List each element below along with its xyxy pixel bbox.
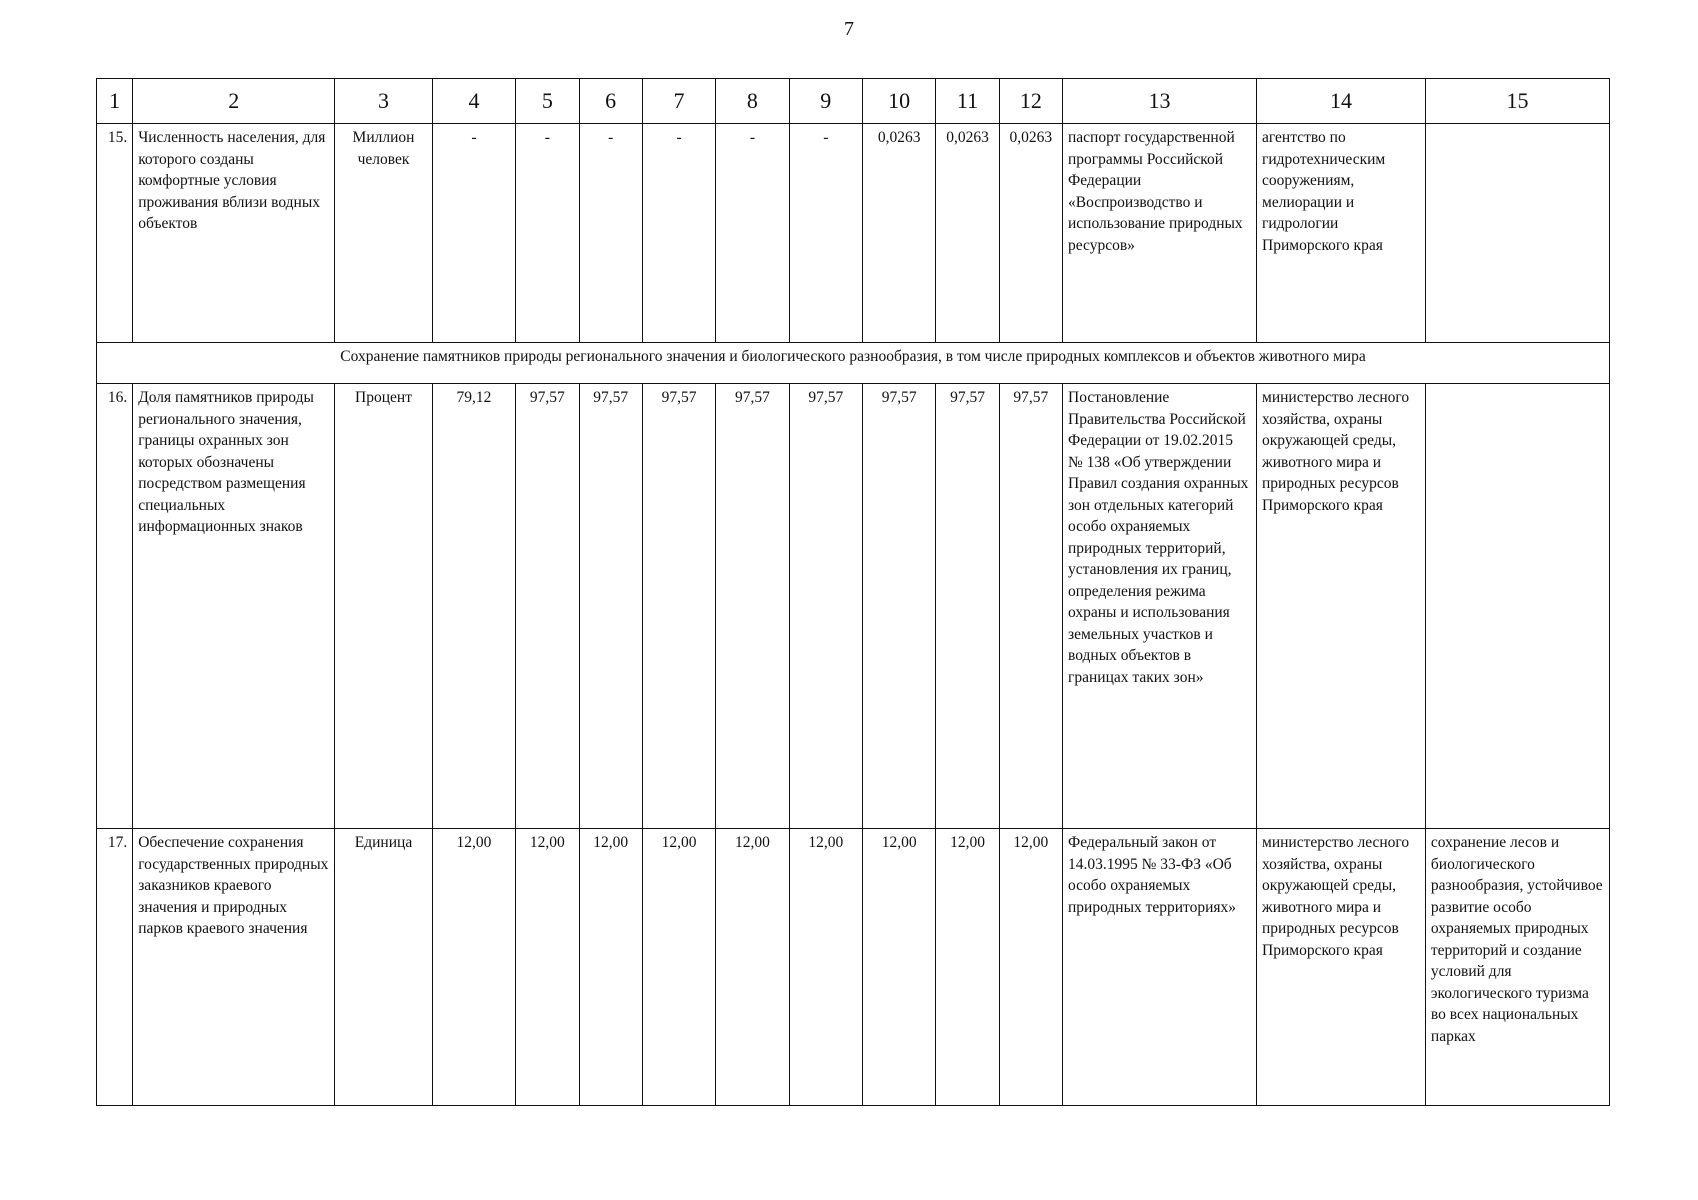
value-cell: 12,00	[516, 829, 579, 1106]
note-cell	[1425, 124, 1609, 343]
header-cell: 3	[335, 79, 433, 124]
header-cell: 7	[642, 79, 715, 124]
value-cell: -	[642, 124, 715, 343]
value-cell: 0,0263	[999, 124, 1062, 343]
note-cell: сохранение лесов и биологического разнообразия, устойчивое развитие особо охраняемых природных территорий и создание условий для экологического туризма во всех национальных парках	[1425, 829, 1609, 1106]
indicator-name: Численность населения, для которого созданы комфортные условия проживания вблизи водных объектов	[133, 124, 335, 343]
header-cell: 9	[789, 79, 862, 124]
page-number: 7	[844, 18, 854, 40]
header-cell: 1	[97, 79, 133, 124]
header-cell: 14	[1257, 79, 1426, 124]
basis-document: паспорт государственной программы Российской Федерации «Воспроизводство и использование природных ресурсов»	[1063, 124, 1257, 343]
header-cell: 15	[1425, 79, 1609, 124]
header-cell: 2	[133, 79, 335, 124]
section-row	[97, 343, 1610, 384]
basis-document: Постановление Правительства Российской Федерации от 19.02.2015 № 138 «Об утверждении Правил создания охранных зон отдельных категорий особо охраняемых природных территорий, установления их границ, определения режима охраны и использования земельных участков и водных объектов в границах таких зон»	[1063, 384, 1257, 829]
row-number: 17.	[97, 829, 133, 1106]
header-cell: 4	[432, 79, 515, 124]
header-row	[97, 79, 1610, 124]
header-cell: 5	[516, 79, 579, 124]
value-cell: 97,57	[579, 384, 642, 829]
unit: Процент	[335, 384, 433, 829]
value-cell: -	[516, 124, 579, 343]
value-cell: -	[789, 124, 862, 343]
header-cell: 10	[862, 79, 935, 124]
header-cell: 13	[1063, 79, 1257, 124]
value-cell: 12,00	[642, 829, 715, 1106]
value-cell: 12,00	[432, 829, 515, 1106]
value-cell: 0,0263	[862, 124, 935, 343]
unit: Единица	[335, 829, 433, 1106]
table-row	[97, 829, 1610, 1106]
value-cell: 0,0263	[936, 124, 999, 343]
value-cell: -	[579, 124, 642, 343]
responsible-body: агентство по гидротехническим сооружениям, мелиорации и гидрологии Приморского края	[1257, 124, 1426, 343]
value-cell: 12,00	[716, 829, 789, 1106]
value-cell: 97,57	[516, 384, 579, 829]
value-cell: 97,57	[642, 384, 715, 829]
table-row	[97, 124, 1610, 343]
header-cell: 11	[936, 79, 999, 124]
value-cell: 12,00	[789, 829, 862, 1106]
value-cell: 97,57	[999, 384, 1062, 829]
value-cell: 12,00	[936, 829, 999, 1106]
row-number: 15.	[97, 124, 133, 343]
responsible-body: министерство лесного хозяйства, охраны окружающей среды, животного мира и природных ресурсов Приморского края	[1257, 384, 1426, 829]
indicator-name: Обеспечение сохранения государственных природных заказников краевого значения и природных парков краевого значения	[133, 829, 335, 1106]
value-cell: 12,00	[579, 829, 642, 1106]
value-cell: 97,57	[936, 384, 999, 829]
header-cell: 8	[716, 79, 789, 124]
value-cell: -	[432, 124, 515, 343]
value-cell: 97,57	[862, 384, 935, 829]
value-cell: 79,12	[432, 384, 515, 829]
note-cell	[1425, 384, 1609, 829]
header-cell: 6	[579, 79, 642, 124]
responsible-body: министерство лесного хозяйства, охраны окружающей среды, животного мира и природных ресурсов Приморского края	[1257, 829, 1426, 1106]
indicator-name: Доля памятников природы регионального значения, границы охранных зон которых обозначены посредством размещения специальных информационных знаков	[133, 384, 335, 829]
value-cell: 97,57	[716, 384, 789, 829]
value-cell: 97,57	[789, 384, 862, 829]
basis-document: Федеральный закон от 14.03.1995 № 33-ФЗ «Об особо охраняемых природных территориях»	[1063, 829, 1257, 1106]
value-cell: 12,00	[862, 829, 935, 1106]
section-heading: Сохранение памятников природы регионального значения и биологического разнообразия, в том числе природных комплексов и объектов животного мира	[97, 343, 1610, 384]
header-cell: 12	[999, 79, 1062, 124]
table-row	[97, 384, 1610, 829]
value-cell: -	[716, 124, 789, 343]
value-cell: 12,00	[999, 829, 1062, 1106]
unit: Миллион человек	[335, 124, 433, 343]
row-number: 16.	[97, 384, 133, 829]
indicators-table	[96, 78, 1610, 1106]
